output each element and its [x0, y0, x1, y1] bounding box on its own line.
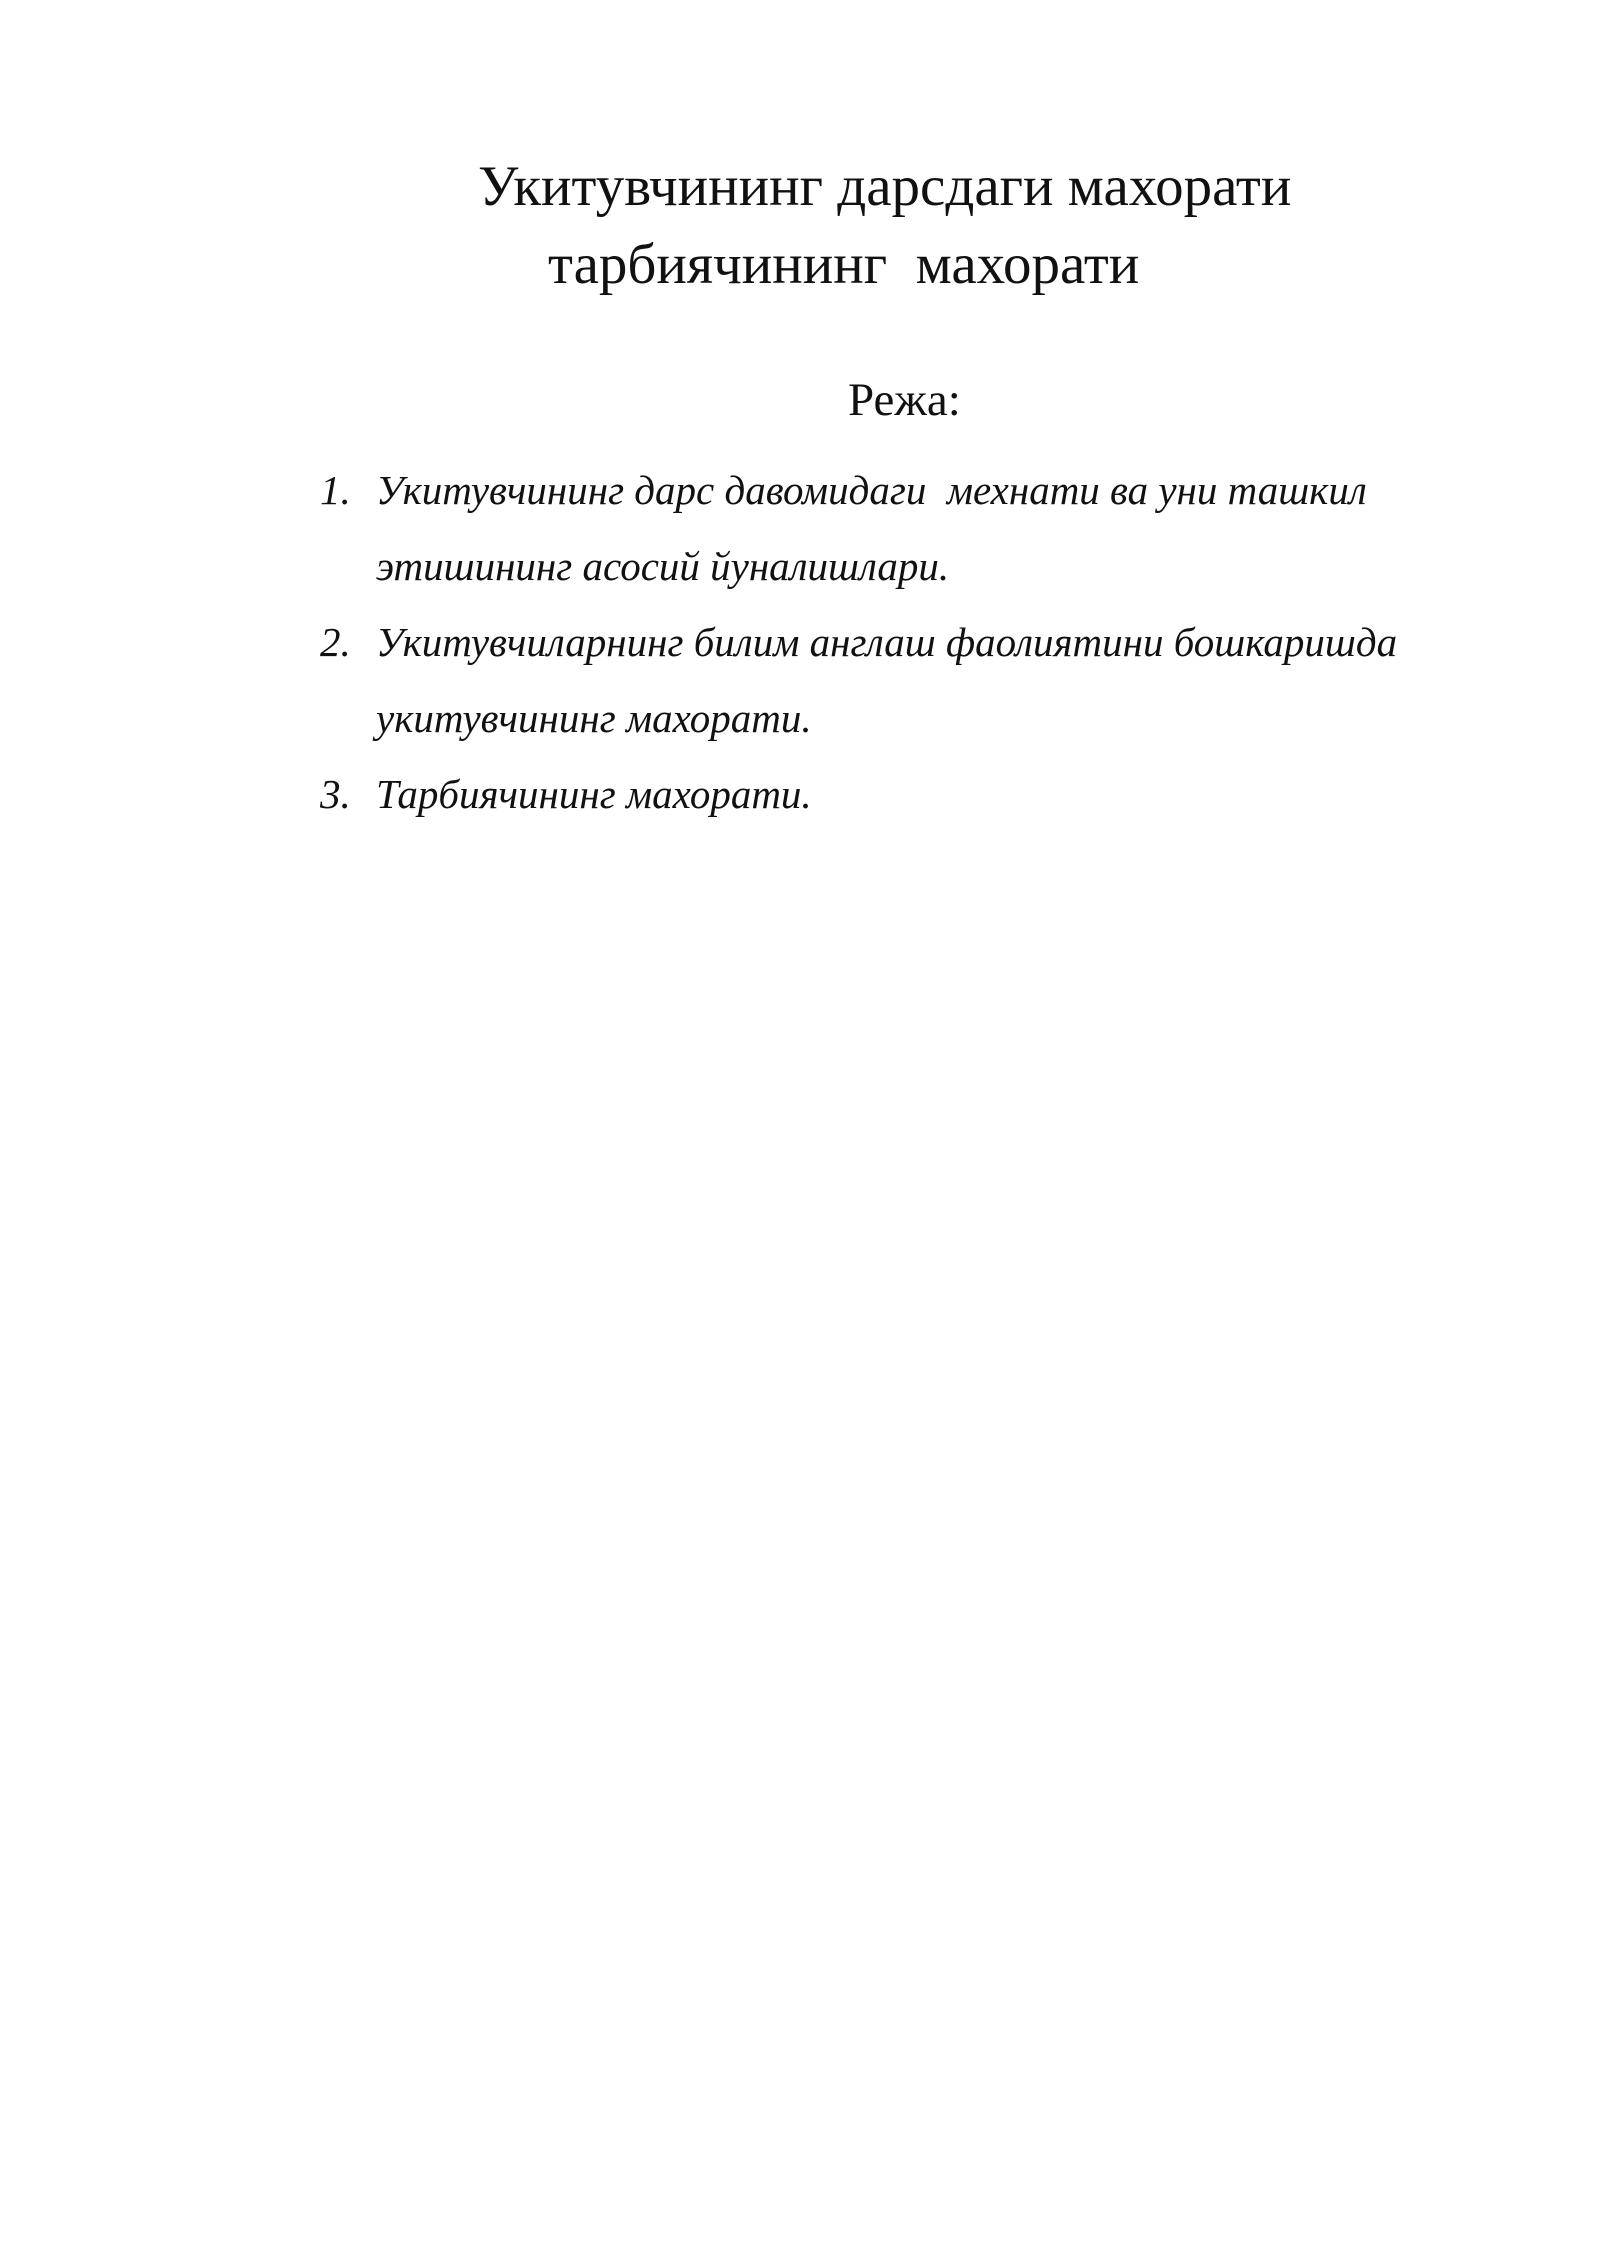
title-line-1: Укитувчининг дарсдаги махорати [478, 155, 1292, 218]
plan-item-text: этишининг асосий йуналишлари. [376, 543, 950, 589]
plan-item-number: 3. [320, 771, 351, 817]
plan-item-text: Тарбиячининг махорати. [376, 771, 812, 817]
plan-item-text: Укитувчининг дарс давомидаги мехнати ва уни ташкил [376, 467, 1367, 513]
plan-list [320, 452, 1500, 832]
plan-item-text: укитувчининг махорати. [376, 695, 812, 741]
plan-item-1 [320, 452, 1500, 604]
title-line-2: тарбиячининг махорати [548, 233, 1140, 296]
plan-item-2 [320, 604, 1500, 756]
plan-item-number: 2. [320, 619, 351, 665]
plan-item-text: Укитувчиларнинг билим англаш фаолиятини бошкаришда [376, 619, 1398, 665]
plan-heading: Режа: [848, 374, 961, 426]
plan-item-3 [320, 756, 1500, 832]
plan-item-number: 1. [320, 467, 351, 513]
